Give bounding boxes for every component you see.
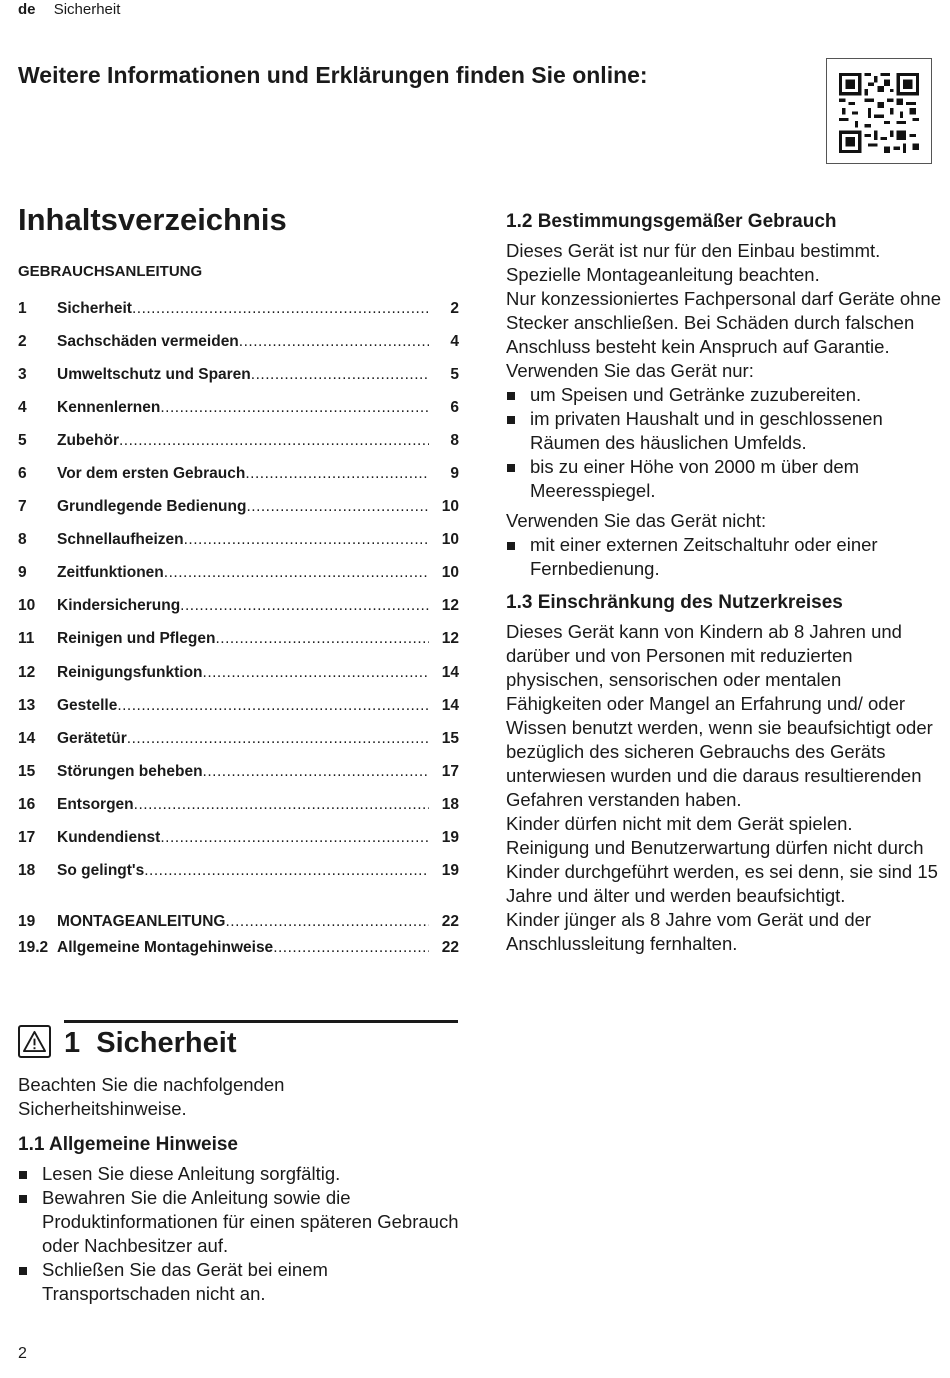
toc-entry-number: 17 — [18, 828, 36, 846]
toc-entry-number: 7 — [18, 498, 27, 516]
section-1-1-heading: 1.1 Allgemeine Hinweise — [18, 1134, 238, 1155]
toc-entry-page: 22 — [441, 913, 459, 930]
toc-subtitle: GEBRAUCHSANLEITUNG — [18, 263, 203, 280]
toc-entry-label: Sachschäden vermeiden — [57, 333, 239, 351]
toc-entry-label: Zeitfunktionen — [57, 564, 164, 582]
toc-entry-label: Reinigen und Pflegen — [57, 630, 216, 648]
toc-entry[interactable] — [18, 365, 459, 398]
toc-entry-page: 15 — [441, 729, 459, 747]
toc-entry[interactable] — [18, 398, 459, 431]
toc-entry-page: 17 — [441, 762, 459, 780]
safety-intro: Beachten Sie die nachfolgenden Sicherheitshinweise. — [18, 1074, 285, 1119]
toc-entry-label: Vor dem ersten Gebrauch — [57, 465, 246, 483]
paragraph: Dieses Gerät ist nur für den Einbau bestimmt. Spezielle Montageanleitung beachten. — [506, 240, 881, 285]
toc-entry[interactable] — [18, 861, 459, 894]
toc-entry-number: 5 — [18, 432, 27, 450]
toc-entry-label: Sicherheit — [57, 300, 132, 317]
table-of-contents — [18, 299, 459, 894]
list-item: im privaten Haushalt und in geschlossenen Räumen des häuslichen Umfelds. — [506, 407, 942, 455]
section-1-3-heading: 1.3 Einschränkung des Nutzerkreises — [506, 592, 843, 613]
toc-entry-label: Gestelle — [57, 696, 118, 714]
section-rule — [64, 1020, 458, 1023]
toc-entry-number: 1 — [18, 300, 27, 317]
toc-entry-label: Kundendienst — [57, 828, 161, 846]
toc-leader — [239, 332, 429, 352]
toc-leader — [184, 530, 429, 550]
toc-entry[interactable] — [18, 464, 459, 497]
section-title-text: Sicherheit — [96, 1027, 237, 1059]
section-title — [64, 1026, 236, 1060]
allowed-use-list — [506, 383, 942, 503]
toc-entry-page: 14 — [441, 696, 459, 714]
list-item: Lesen Sie diese Anleitung sorgfältig. — [18, 1162, 459, 1186]
toc-entry-label: Grundlegende Bedienung — [57, 498, 247, 516]
toc-entry[interactable] — [18, 795, 459, 828]
online-info-title: Weitere Informationen und Erklärungen finden Sie online: — [18, 62, 648, 88]
toc-entry-number: 9 — [18, 564, 27, 582]
toc-entry[interactable] — [18, 696, 459, 729]
paragraph: Reinigung und Benutzerwartung dürfen nicht durch Kinder durchgeführt werden, es sei denn, sie sind 15 Jahre und älter und werden beaufsichtigt. — [506, 837, 938, 906]
safety-right-column — [506, 210, 942, 956]
toc-leader — [132, 299, 429, 319]
page-number: 2 — [18, 1345, 27, 1362]
toc-entry[interactable] — [18, 431, 459, 464]
toc-entry-number: 12 — [18, 663, 36, 681]
toc-leader — [117, 696, 429, 716]
toc-entry-label: Störungen beheben — [57, 762, 203, 780]
toc-entry-page: 9 — [450, 465, 459, 483]
toc-entry-label: Kennenlernen — [57, 399, 161, 417]
toc-entry-number: 16 — [18, 795, 36, 813]
toc-entry-page: 10 — [441, 564, 459, 582]
header-section: Sicherheit — [53, 1, 121, 18]
toc-entry-label: Entsorgen — [57, 795, 134, 813]
toc-leader — [180, 596, 429, 616]
language-code: de — [18, 1, 36, 18]
toc-entry[interactable] — [18, 299, 459, 332]
toc-entry[interactable] — [18, 828, 459, 861]
toc-entry-page: 5 — [450, 366, 459, 384]
toc-entry-number: 15 — [18, 762, 36, 780]
toc-entry[interactable] — [18, 530, 459, 563]
page-header — [18, 0, 120, 22]
toc-entry-number: 8 — [18, 531, 27, 549]
paragraph: Kinder jünger als 8 Jahre vom Gerät und der Anschlussleitung fernhalten. — [506, 909, 872, 954]
toc-entry[interactable] — [18, 938, 459, 964]
toc-leader — [225, 912, 429, 932]
toc-entry-label: Zubehör — [57, 432, 119, 450]
forbidden-use-list — [506, 533, 942, 581]
paragraph: Kinder dürfen nicht mit dem Gerät spielen. — [506, 813, 853, 834]
toc-entry-page: 14 — [441, 663, 459, 681]
toc-entry-number: 3 — [18, 366, 27, 384]
toc-leader — [119, 431, 429, 451]
paragraph: Verwenden Sie das Gerät nur: — [506, 360, 754, 381]
toc-entry-page: 19 — [441, 828, 459, 846]
toc-entry-page: 4 — [450, 333, 459, 351]
toc-installation — [18, 912, 459, 964]
toc-entry-number: 14 — [18, 729, 36, 747]
qr-code-icon — [826, 58, 932, 164]
toc-entry-number: 13 — [18, 696, 36, 714]
toc-entry-number: 2 — [18, 333, 27, 351]
section-1-2-heading: 1.2 Bestimmungsgemäßer Gebrauch — [506, 211, 837, 232]
toc-entry-label: Umweltschutz und Sparen — [57, 366, 251, 384]
toc-leader — [273, 938, 429, 958]
toc-entry[interactable] — [18, 663, 459, 696]
warning-icon — [18, 1025, 51, 1058]
toc-title: Inhaltsverzeichnis — [18, 202, 287, 237]
toc-entry-page: 12 — [441, 597, 459, 615]
section-number: 1 — [64, 1027, 81, 1059]
toc-entry-page: 19 — [441, 861, 459, 879]
paragraph: Verwenden Sie das Gerät nicht: — [506, 510, 767, 531]
toc-entry-page: 8 — [450, 432, 459, 450]
toc-entry-page: 22 — [441, 939, 459, 956]
toc-leader — [246, 497, 429, 517]
toc-entry-number: 19.2 — [18, 939, 49, 956]
toc-entry[interactable] — [18, 912, 459, 938]
toc-entry-page: 10 — [441, 498, 459, 516]
toc-entry[interactable] — [18, 563, 459, 596]
paragraph: Nur konzessioniertes Fachpersonal darf Geräte ohne Stecker anschließen. Bei Schäden durch falschen Anschluss besteht kein Anspruch auf Garantie. — [506, 288, 941, 357]
toc-entry-label: So gelingt's — [57, 861, 145, 879]
toc-leader — [164, 563, 429, 583]
toc-entry[interactable] — [18, 596, 459, 629]
toc-entry-page: 10 — [441, 531, 459, 549]
list-item: Schließen Sie das Gerät bei einem Transportschaden nicht an. — [18, 1258, 459, 1306]
list-item: mit einer externen Zeitschaltuhr oder einer Fernbedienung. — [506, 533, 942, 581]
toc-leader — [127, 729, 429, 749]
toc-entry-number: 11 — [18, 630, 35, 648]
toc-leader — [203, 762, 429, 782]
toc-entry[interactable] — [18, 629, 459, 662]
list-item: Bewahren Sie die Anleitung sowie die Produktinformationen für einen späteren Gebrauch oder Nachbesitzer auf. — [18, 1186, 459, 1258]
toc-entry-page: 18 — [441, 795, 459, 813]
toc-entry-label: Gerätetür — [57, 729, 127, 747]
toc-leader — [245, 464, 429, 484]
toc-entry[interactable] — [18, 729, 459, 762]
toc-entry-number: 10 — [18, 597, 36, 615]
toc-entry-label: Schnellaufheizen — [57, 531, 184, 549]
toc-entry-page: 2 — [450, 300, 459, 317]
toc-entry-label: Reinigungsfunktion — [57, 663, 203, 681]
general-notes-list — [18, 1162, 459, 1306]
toc-entry-page: 12 — [441, 630, 459, 648]
toc-entry-number: 18 — [18, 861, 36, 879]
toc-entry-label: Kindersicherung — [57, 597, 181, 615]
toc-entry[interactable] — [18, 497, 459, 530]
toc-leader — [215, 629, 429, 649]
toc-entry-label: Allgemeine Montagehinweise — [57, 939, 274, 956]
toc-entry[interactable] — [18, 332, 459, 365]
list-item: bis zu einer Höhe von 2000 m über dem Meeresspiegel. — [506, 455, 942, 503]
toc-leader — [251, 365, 429, 385]
toc-entry[interactable] — [18, 762, 459, 795]
toc-entry-number: 19 — [18, 913, 36, 930]
toc-leader — [134, 795, 429, 815]
toc-entry-number: 4 — [18, 399, 27, 417]
toc-leader — [203, 663, 429, 683]
toc-leader — [160, 398, 429, 418]
toc-entry-number: 6 — [18, 465, 27, 483]
paragraph: Dieses Gerät kann von Kindern ab 8 Jahren und darüber und von Personen mit reduzierten physischen, sensorischen oder mentalen Fähigkeiten oder Mangel an Erfahrung und/ oder Wissen benutzt werden, wenn sie beaufsichtigt oder bezüglich des sicheren Gebrauchs des Geräts unterwiesen wurden und die daraus resultierenden Gefahren verstanden haben. — [506, 621, 933, 810]
toc-leader — [160, 828, 429, 848]
toc-entry-page: 6 — [450, 399, 459, 417]
safety-left-column — [18, 1073, 459, 1306]
toc-entry-label: MONTAGEANLEITUNG — [57, 913, 226, 930]
list-item: um Speisen und Getränke zuzubereiten. — [506, 383, 942, 407]
toc-leader — [144, 861, 429, 881]
